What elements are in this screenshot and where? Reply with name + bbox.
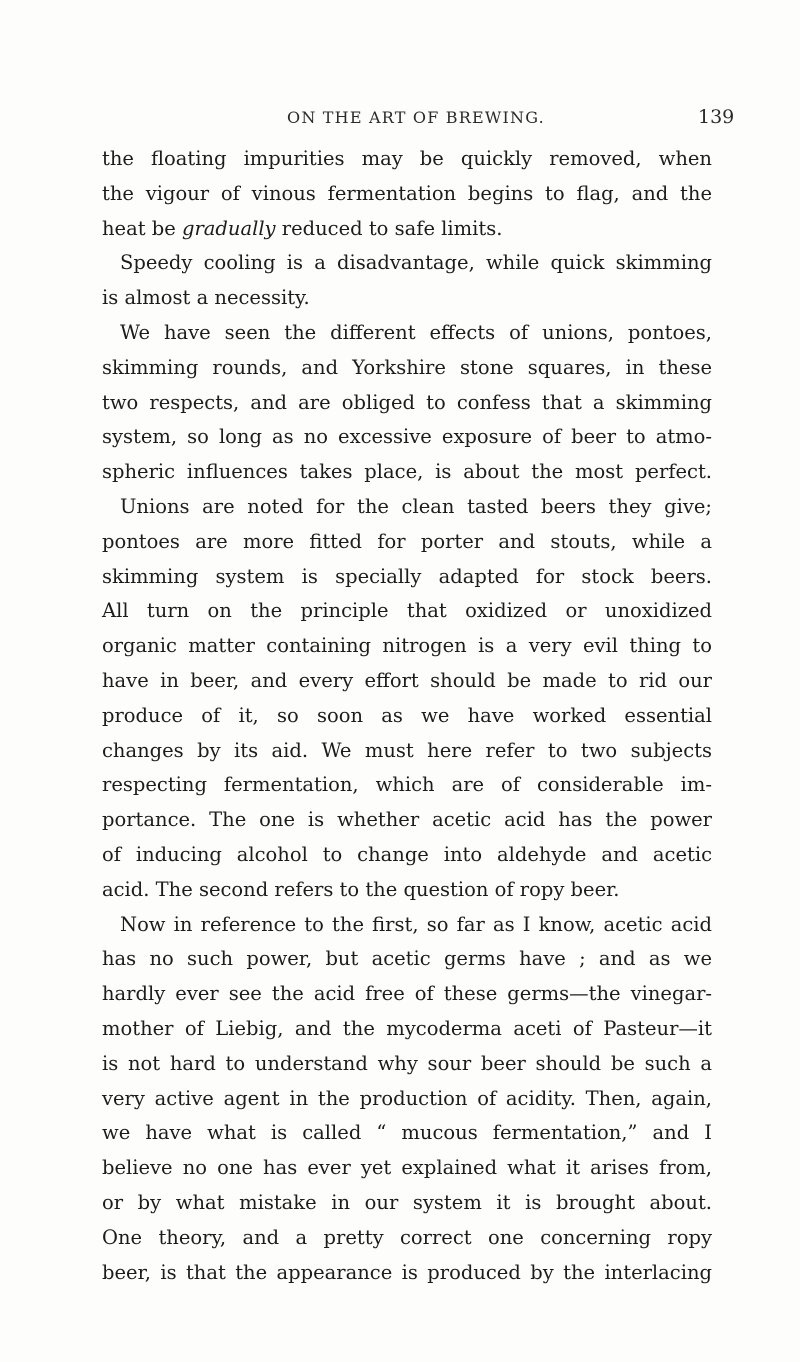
italic-text-run: gradually <box>181 216 276 240</box>
text-line: we have what is called “ mucous fermentation,” and I <box>102 1121 712 1145</box>
text-line: or by what mistake in our system it is brought about. <box>102 1190 712 1214</box>
text-line: believe no one has ever yet explained what it arises from, <box>102 1156 712 1180</box>
text-line: the floating impurities may be quickly removed, when <box>102 147 712 170</box>
page-number: 139 <box>698 106 735 128</box>
text-line: Speedy cooling is a disadvantage, while quick skimming <box>120 251 712 275</box>
text-line: of inducing alcohol to change into aldehyde and acetic <box>102 842 712 866</box>
text-line: changes by its aid. We must here refer to two subjects <box>102 738 712 762</box>
text-line: the vigour of vinous fermentation begins to flag, and the <box>102 181 712 205</box>
text-line: respecting fermentation, which are of considerable im- <box>102 773 712 797</box>
text-line: has no such power, but acetic germs have ; and as we <box>102 947 712 971</box>
text-line: have in beer, and every effort should be made to rid our <box>102 668 712 692</box>
text-line: is almost a necessity. <box>102 286 310 310</box>
text-line: very active agent in the production of acidity. Then, again, <box>102 1086 712 1110</box>
text-line: mother of Liebig, and the mycoderma aceti of Pasteur—it <box>102 1016 712 1040</box>
text-line: acid. The second refers to the question of ropy beer. <box>102 877 620 901</box>
text-line <box>102 212 712 247</box>
text-run: reduced to safe limits. <box>275 216 503 240</box>
text-line: Unions are noted for the clean tasted beers they give; <box>120 494 712 518</box>
text-line: We have seen the different effects of unions, pontoes, <box>120 320 712 344</box>
text-run: heat be <box>102 216 182 240</box>
text-line: portance. The one is whether acetic acid has the power <box>102 808 712 832</box>
text-line: beer, is that the appearance is produced by the interlacing <box>102 1260 712 1284</box>
text-line: organic matter containing nitrogen is a very evil thing to <box>102 634 712 658</box>
text-line: spheric influences takes place, is about the most perfect. <box>102 460 712 484</box>
text-line: hardly ever see the acid free of these germs—the vinegar- <box>102 982 712 1006</box>
text-line: is not hard to understand why sour beer should be such a <box>102 1051 712 1075</box>
text-line: system, so long as no excessive exposure of beer to atmo- <box>102 425 712 449</box>
text-line: pontoes are more fitted for porter and stouts, while a <box>102 529 712 553</box>
running-head: ON THE ART OF BREWING. <box>287 108 545 127</box>
text-line: two respects, and are obliged to confess that a skimming <box>102 390 712 414</box>
body-text <box>102 142 712 1290</box>
text-line: skimming rounds, and Yorkshire stone squares, in these <box>102 355 712 379</box>
text-line: skimming system is specially adapted for stock beers. <box>102 564 712 588</box>
text-line: Now in reference to the first, so far as I know, acetic acid <box>120 912 712 936</box>
text-line: One theory, and a pretty correct one concerning ropy <box>102 1225 712 1249</box>
text-line: produce of it, so soon as we have worked essential <box>102 703 712 727</box>
text-line: All turn on the principle that oxidized or unoxidized <box>102 599 712 623</box>
